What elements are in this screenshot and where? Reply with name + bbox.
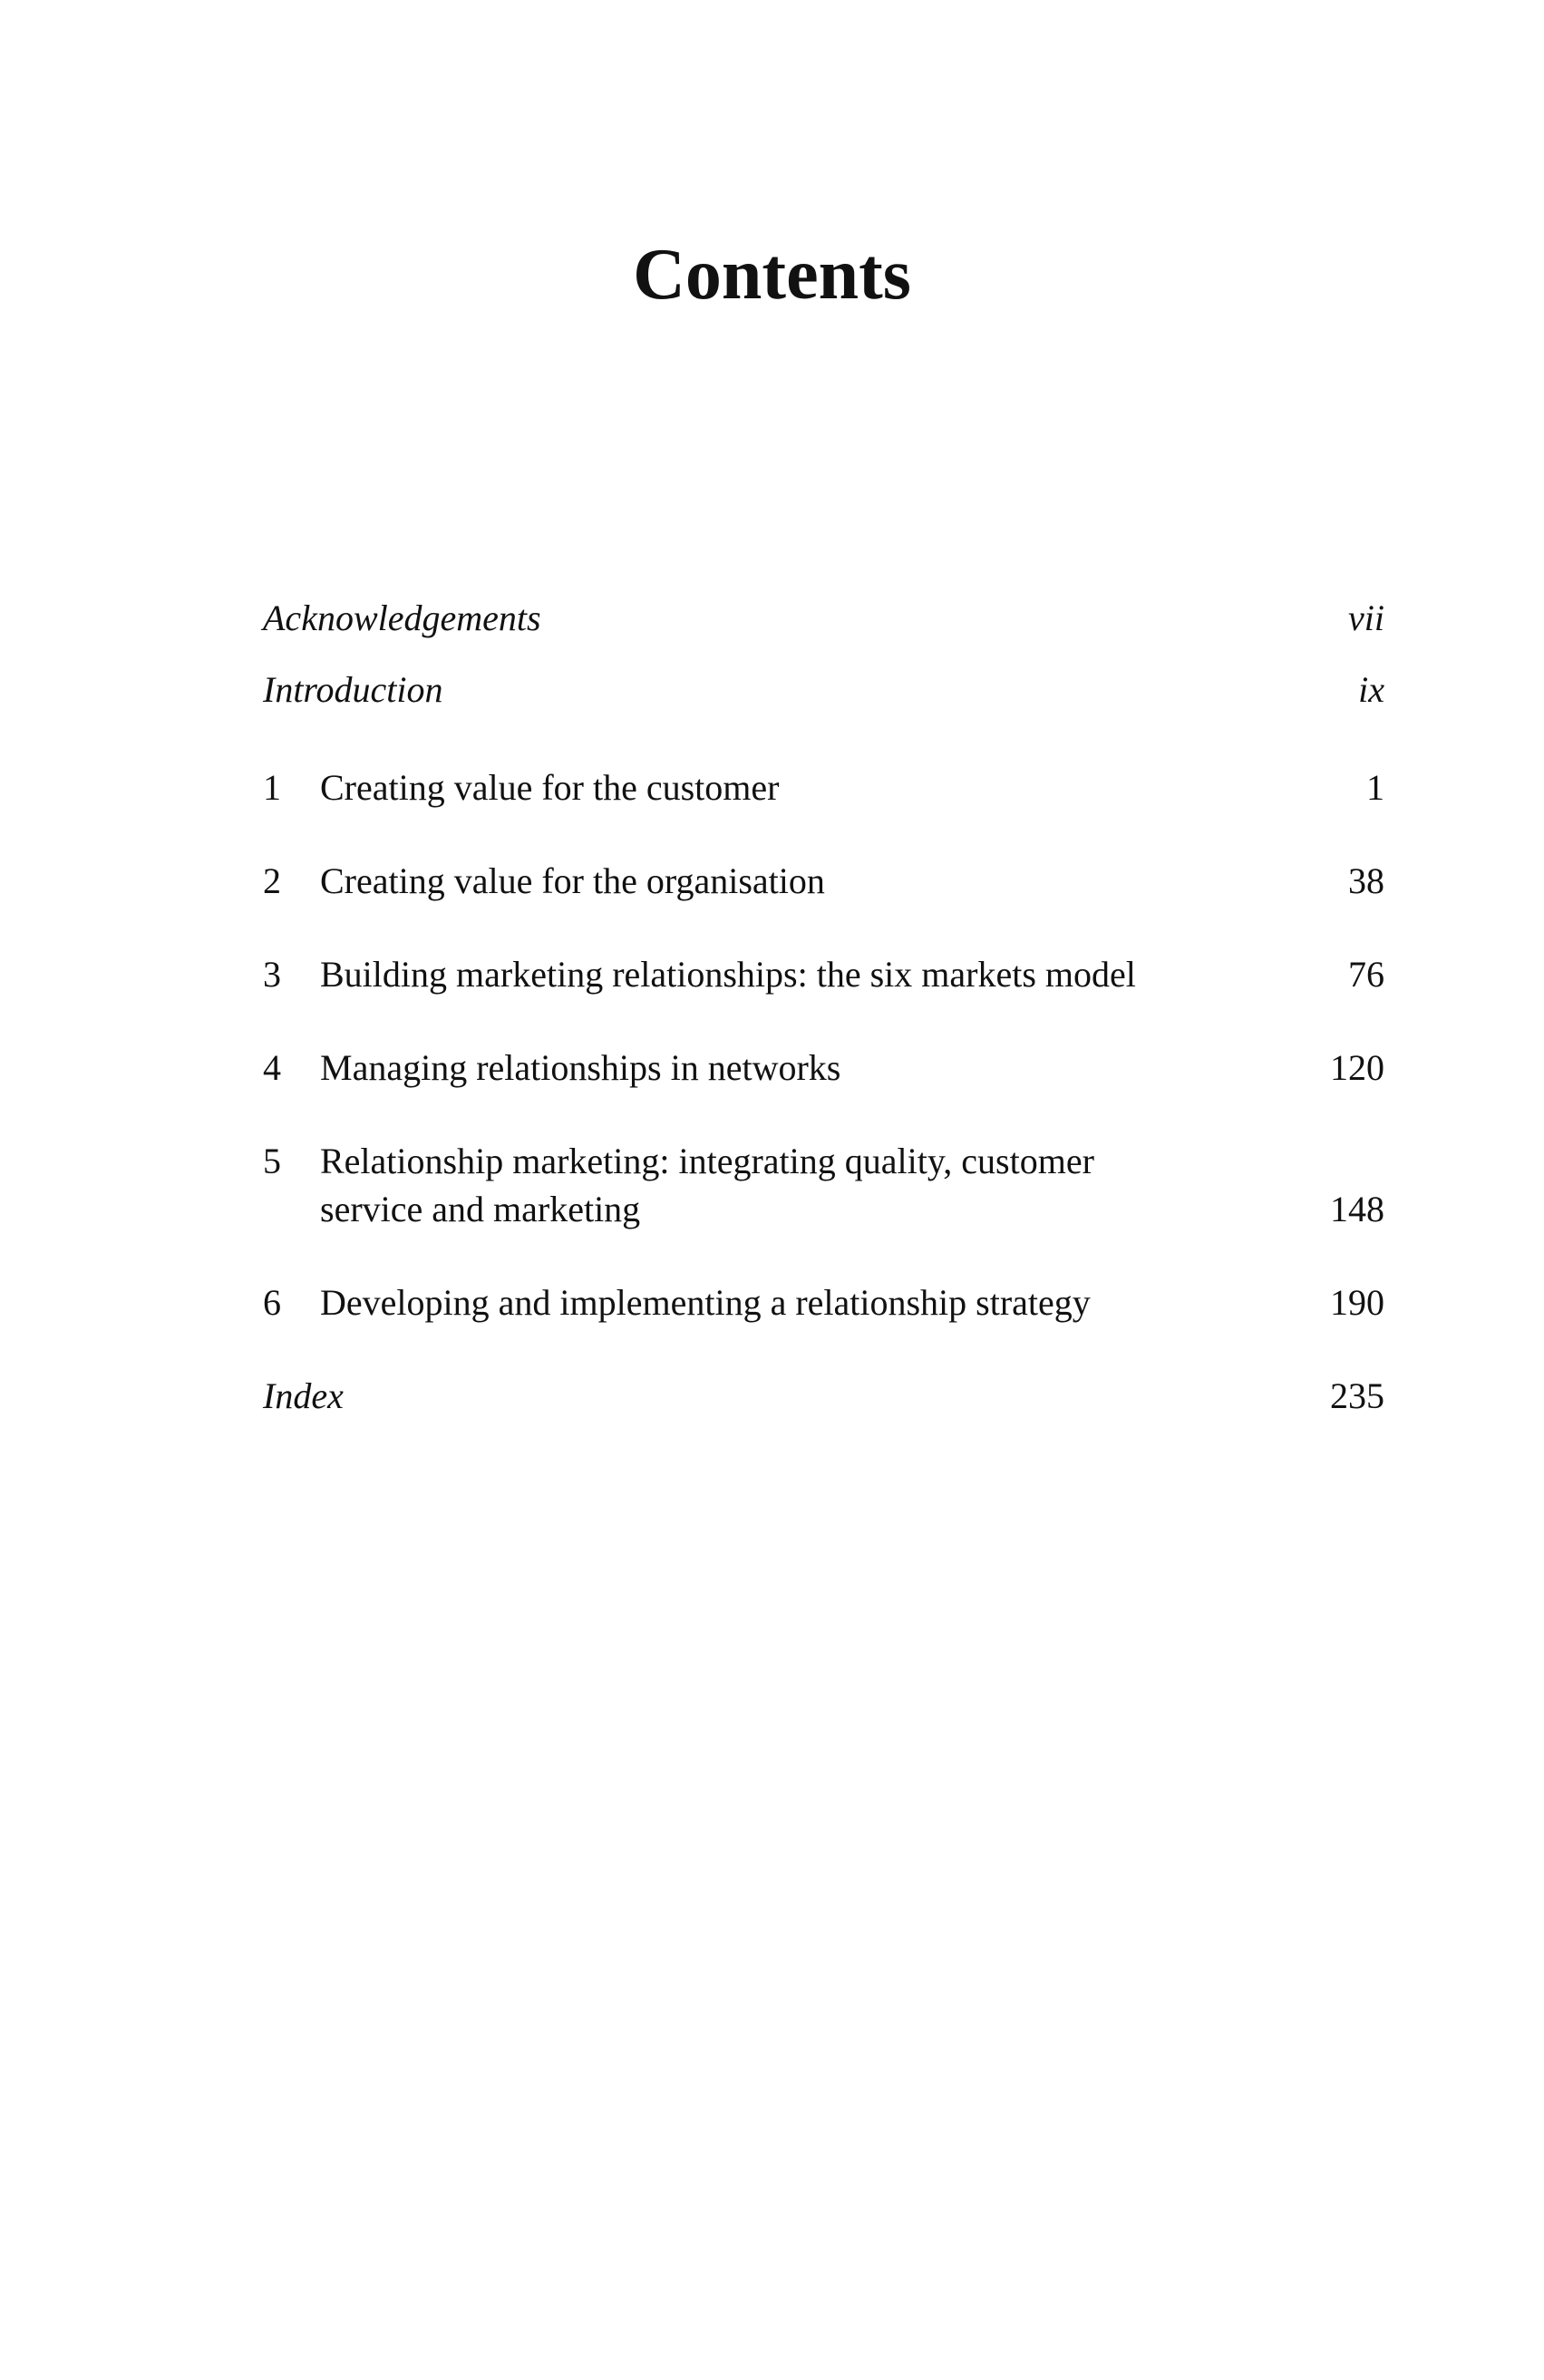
chapter-title-line: Developing and implementing a relationship strategy <box>320 1282 1091 1323</box>
chapter-title-line: Creating value for the customer <box>320 767 780 808</box>
toc-entry-chapter-1[interactable] <box>263 763 1384 811</box>
chapter-title <box>320 950 1330 998</box>
toc-entry-page: 190 <box>1330 1282 1384 1323</box>
toc-entry-chapter-2[interactable] <box>263 857 1384 905</box>
toc-entry-introduction[interactable] <box>263 665 1384 714</box>
toc-entry-chapter-6[interactable] <box>263 1278 1384 1326</box>
toc-entry-index[interactable] <box>263 1372 1384 1420</box>
toc-entry-title: Acknowledgements <box>263 597 541 638</box>
toc-entry-title: Index <box>263 1375 344 1416</box>
chapter-number: 3 <box>263 954 281 995</box>
chapter-title <box>320 1044 1330 1092</box>
toc-entry-page: 235 <box>1330 1375 1384 1416</box>
toc-entry-page: 76 <box>1348 954 1384 995</box>
chapter-title-line: service and marketing <box>320 1189 641 1229</box>
toc-entry-chapter-4[interactable] <box>263 1044 1384 1092</box>
toc-entry-page: vii <box>1348 597 1384 638</box>
toc-entry-page: 38 <box>1348 860 1384 901</box>
toc-entry-page: 148 <box>1330 1189 1384 1229</box>
toc-entry-page: 1 <box>1366 767 1384 808</box>
chapter-title-line: Managing relationships in networks <box>320 1047 841 1088</box>
toc-entry-chapter-3[interactable] <box>263 950 1384 998</box>
chapter-title-line: Creating value for the organisation <box>320 860 825 901</box>
chapter-title <box>320 1278 1330 1326</box>
chapter-title <box>320 763 1330 811</box>
chapter-title <box>320 857 1330 905</box>
chapter-number: 1 <box>263 767 281 808</box>
chapter-title-line: Building marketing relationships: the six markets model <box>320 954 1136 995</box>
toc-entry-title: Introduction <box>263 669 443 710</box>
chapter-title <box>320 1137 1330 1233</box>
chapter-title-line: Relationship marketing: integrating quality, customer <box>320 1141 1094 1181</box>
chapter-number: 5 <box>263 1141 281 1181</box>
chapter-number: 4 <box>263 1047 281 1088</box>
toc-entry-chapter-5[interactable] <box>263 1137 1384 1233</box>
table-of-contents <box>263 594 1384 1420</box>
toc-entry-page: 120 <box>1330 1047 1384 1088</box>
page-title: Contents <box>633 235 911 315</box>
chapter-number: 6 <box>263 1282 281 1323</box>
toc-entry-page: ix <box>1358 669 1384 710</box>
chapter-number: 2 <box>263 860 281 901</box>
toc-entry-acknowledgements[interactable] <box>263 594 1384 642</box>
